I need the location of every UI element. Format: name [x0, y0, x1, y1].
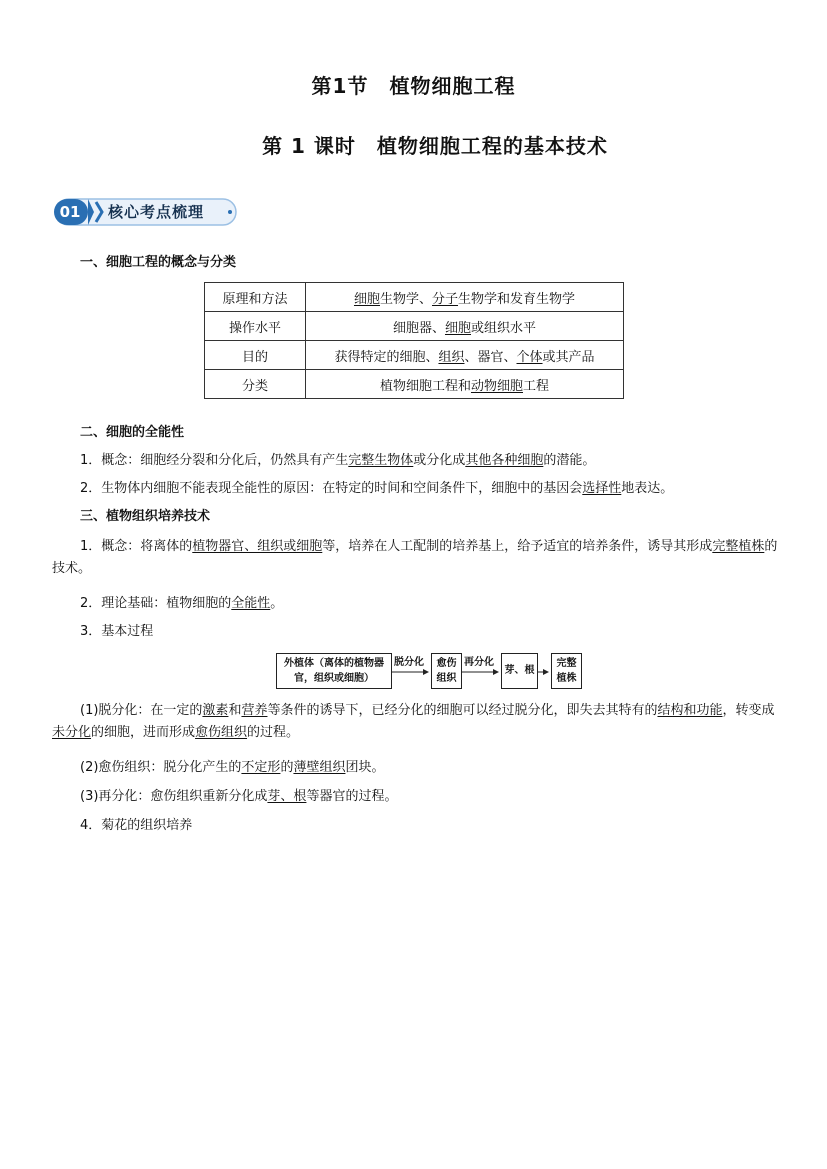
table-key: 目的 [205, 341, 306, 370]
paragraph-totipotency-reason [80, 478, 790, 500]
underline-term: 组织 [438, 349, 465, 365]
badge-label: 核心考点梳理 [108, 203, 205, 221]
flow-box-callus: 愈伤组织 [431, 653, 462, 689]
table-key: 操作水平 [205, 312, 306, 341]
text: 等条件的诱导下，已经分化的细胞可以经过脱分化，即失去其特有的 [267, 703, 658, 718]
text: 或其产品 [542, 349, 595, 365]
table-row [205, 341, 624, 370]
underline-term: 完整植株 [712, 539, 765, 554]
text: (3)再分化：愈伤组织重新分化成 [80, 789, 268, 804]
paragraph-redifferentiation [80, 786, 397, 808]
underline-term: 营养 [241, 703, 268, 718]
concept-table [204, 282, 624, 399]
table-value [306, 312, 624, 341]
paragraph-basic-process: 3．基本过程 [80, 624, 154, 639]
underline-term: 愈伤组织 [195, 725, 248, 740]
flow-box-explant: 外植体（离体的植物器官，组织或细胞） [276, 653, 392, 689]
underline-term: 动物细胞 [470, 378, 523, 394]
paragraph-chrysanthemum: 4．菊花的组织培养 [80, 818, 193, 833]
underline-term: 分子 [432, 291, 459, 307]
underline-term: 激素 [202, 703, 229, 718]
section2-heading: 二、细胞的全能性 [80, 425, 185, 440]
table-value [306, 370, 624, 399]
text: 1．概念：将离体的 [80, 539, 193, 554]
text: 的过程。 [247, 725, 300, 740]
text: 等器官的过程。 [306, 789, 398, 804]
text: 的潜能。 [543, 453, 596, 468]
text: 的技术。 [52, 539, 778, 576]
text: 生物学和发育生物学 [458, 291, 576, 307]
table-key: 原理和方法 [205, 283, 306, 312]
table-value [306, 341, 624, 370]
table-value [306, 283, 624, 312]
underline-term: 全能性 [231, 596, 271, 611]
table-row [205, 283, 624, 312]
underline-term: 芽、根 [267, 789, 307, 804]
underline-term: 选择性 [582, 481, 622, 496]
page-subtitle: 第 1 课时 植物细胞工程的基本技术 [262, 134, 608, 158]
process-flow-diagram [276, 652, 586, 692]
text: ，转变成 [722, 703, 775, 718]
underline-term: 未分化 [52, 725, 92, 740]
text: 细胞器、 [392, 320, 445, 336]
text: (2)愈伤组织：脱分化产生的 [80, 760, 242, 775]
badge-number: 01 [59, 203, 81, 221]
text: 2．生物体内细胞不能表现全能性的原因：在特定的时间和空间条件下，细胞中的基因会 [80, 481, 583, 496]
text: 。 [270, 596, 284, 611]
text: 地表达。 [621, 481, 674, 496]
text: 获得特定的细胞、 [334, 349, 439, 365]
paragraph-totipotency-concept [80, 450, 780, 472]
text: 2．理论基础：植物细胞的 [80, 596, 232, 611]
underline-term: 个体 [516, 349, 543, 365]
text: 、器官、 [464, 349, 517, 365]
underline-term: 植物器官、组织或细胞 [192, 539, 323, 554]
flow-box-whole-plant: 完整植株 [551, 653, 582, 689]
flow-label-dedifferentiation: 脱分化 [394, 657, 424, 668]
paragraph-theory-basis [80, 593, 283, 615]
text: 1．概念：细胞经分裂和分化后，仍然具有产生 [80, 453, 349, 468]
table-row [205, 312, 624, 341]
underline-term: 薄壁组织 [293, 760, 346, 775]
text: 或分化成 [413, 453, 466, 468]
underline-term: 完整生物体 [348, 453, 414, 468]
table-key: 分类 [205, 370, 306, 399]
page-title: 第1节 植物细胞工程 [311, 74, 516, 98]
text: 或组织水平 [471, 320, 537, 336]
text: 等，培养在人工配制的培养基上，给予适宜的培养条件，诱导其形成 [322, 539, 713, 554]
text: (1)脱分化：在一定的 [80, 703, 203, 718]
paragraph-callus [80, 757, 384, 779]
flow-label-redifferentiation: 再分化 [464, 657, 494, 668]
text: 工程 [523, 378, 550, 394]
flow-box-bud-root: 芽、根 [501, 653, 538, 689]
underline-term: 不定形 [241, 760, 281, 775]
text: 和 [228, 703, 242, 718]
underline-term: 细胞 [444, 320, 471, 336]
paragraph-tissue-culture-concept [52, 536, 782, 580]
table-row [205, 370, 624, 399]
section3-heading: 三、植物组织培养技术 [80, 509, 211, 524]
text: 团块。 [345, 760, 385, 775]
underline-term: 结构和功能 [657, 703, 723, 718]
section1-heading: 一、细胞工程的概念与分类 [80, 255, 237, 270]
text: 的细胞，进而形成 [91, 725, 196, 740]
text: 生物学、 [379, 291, 432, 307]
paragraph-dedifferentiation [52, 700, 780, 744]
text: 植物细胞工程和 [379, 378, 471, 394]
underline-term: 细胞 [353, 291, 380, 307]
section-badge [54, 196, 240, 228]
underline-term: 其他各种细胞 [465, 453, 544, 468]
text: 的 [280, 760, 294, 775]
